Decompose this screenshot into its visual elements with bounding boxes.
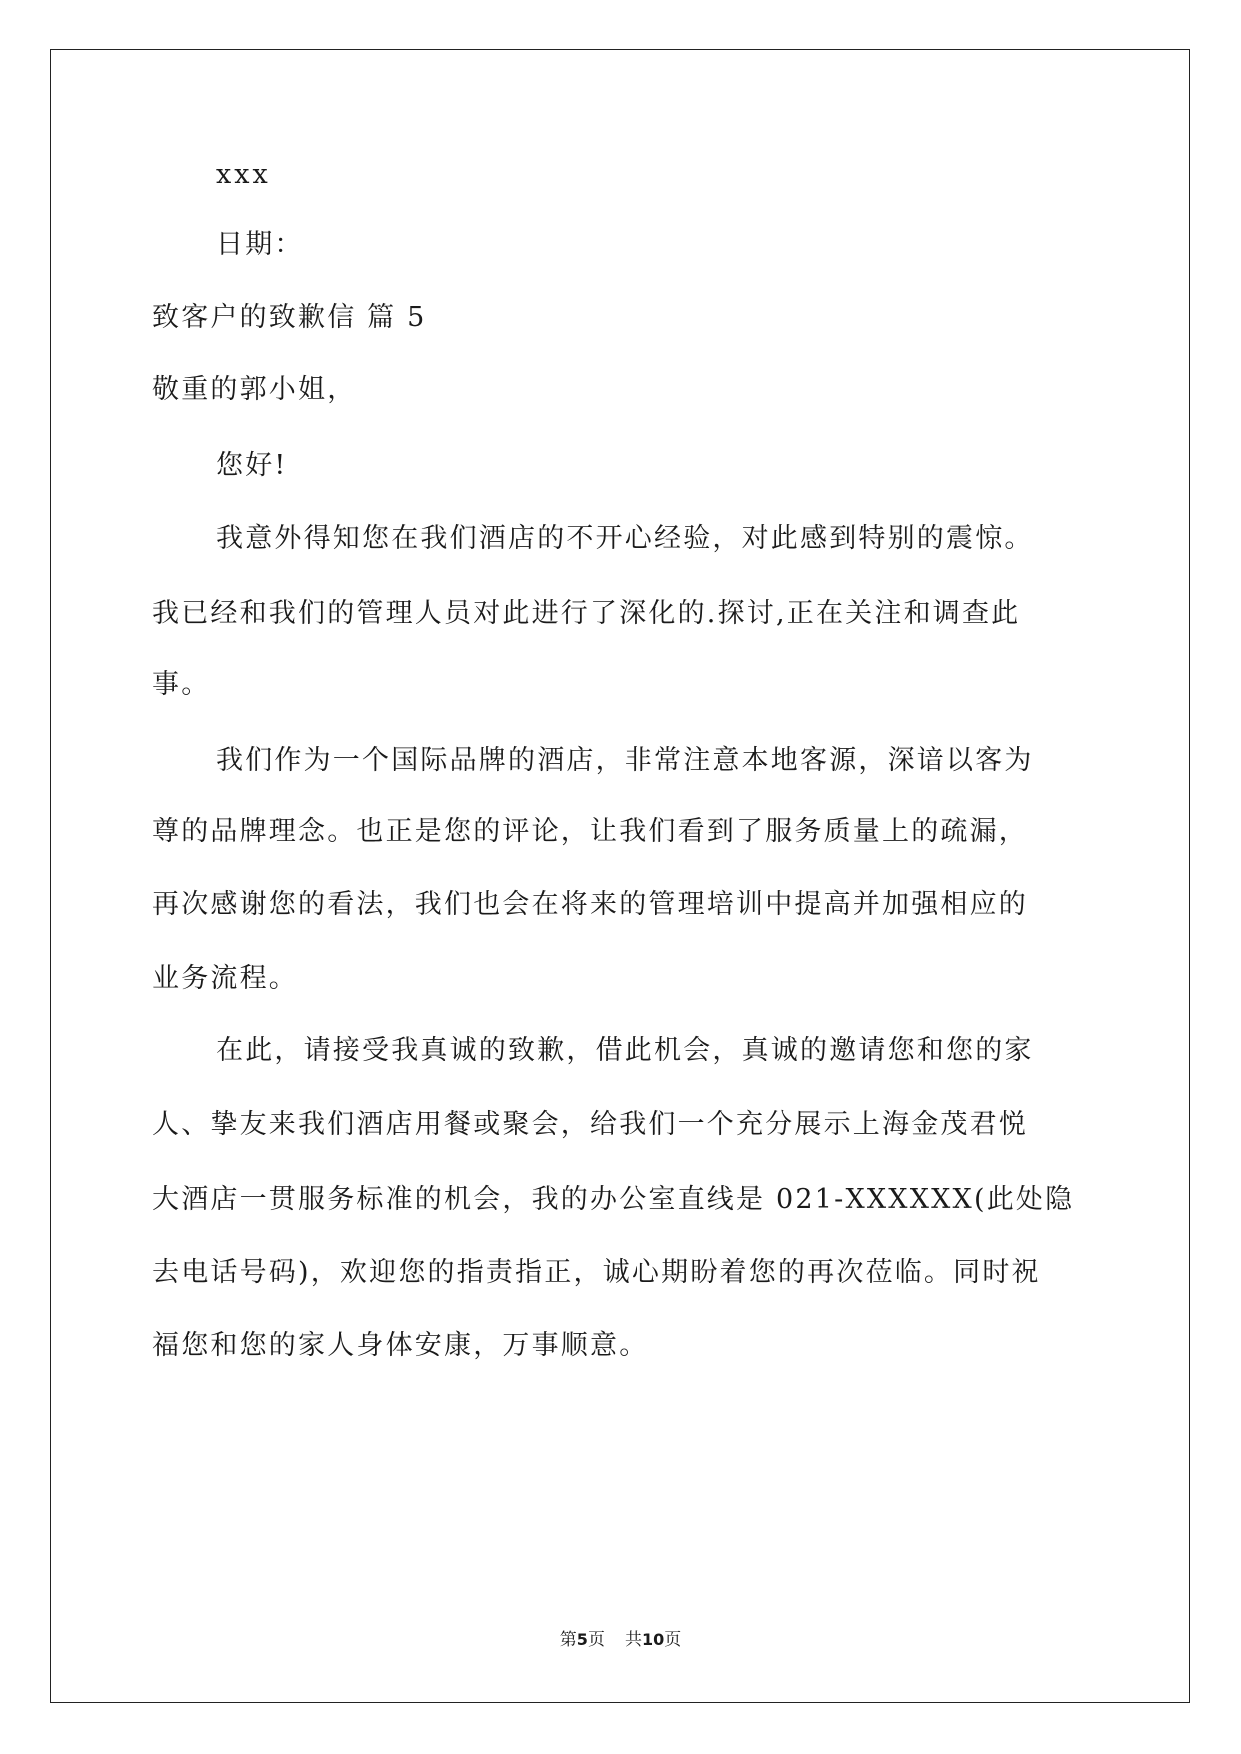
paragraph-line: 我们作为一个国际品牌的酒店，非常注意本地客源，深谙以客为 — [216, 745, 1034, 776]
page-number: 5 — [576, 1630, 588, 1649]
page-suffix: 页 — [587, 1630, 605, 1650]
paragraph-line: 业务流程。 — [152, 963, 298, 994]
page-footer — [0, 1628, 1241, 1652]
salutation: 敬重的郭小姐， — [152, 374, 357, 405]
paragraph-line: 尊的品牌理念。也正是您的评论，让我们看到了服务质量上的疏漏， — [152, 816, 1028, 847]
total-prefix: 共 — [624, 1630, 642, 1650]
paragraph-line: 人、挚友来我们酒店用餐或聚会，给我们一个充分展示上海金茂君悦 — [152, 1109, 1028, 1140]
signature: xxx — [216, 159, 271, 190]
paragraph-line: 事。 — [152, 669, 211, 700]
total-pages: 10 — [641, 1630, 665, 1649]
total-suffix: 页 — [664, 1630, 682, 1650]
paragraph-line: 我意外得知您在我们酒店的不开心经验，对此感到特别的震惊。 — [216, 523, 1034, 554]
paragraph-line: 去电话号码)，欢迎您的指责指正，诚心期盼着您的再次莅临。同时祝 — [152, 1257, 1041, 1288]
page-prefix: 第 — [559, 1630, 577, 1650]
date-label: 日期： — [216, 229, 304, 260]
paragraph-line: 再次感谢您的看法，我们也会在将来的管理培训中提高并加强相应的 — [152, 889, 1028, 920]
paragraph-line: 我已经和我们的管理人员对此进行了深化的.探讨,正在关注和调查此 — [152, 598, 1021, 629]
greeting: 您好! — [216, 450, 288, 481]
paragraph-line: 福您和您的家人身体安康，万事顺意。 — [152, 1330, 649, 1361]
paragraph-line: 大酒店一贯服务标准的机会，我的办公室直线是 021-XXXXXX(此处隐 — [152, 1184, 1075, 1215]
section-title: 致客户的致歉信 篇 5 — [152, 302, 427, 333]
paragraph-line: 在此，请接受我真诚的致歉，借此机会，真诚的邀请您和您的家 — [216, 1035, 1034, 1066]
